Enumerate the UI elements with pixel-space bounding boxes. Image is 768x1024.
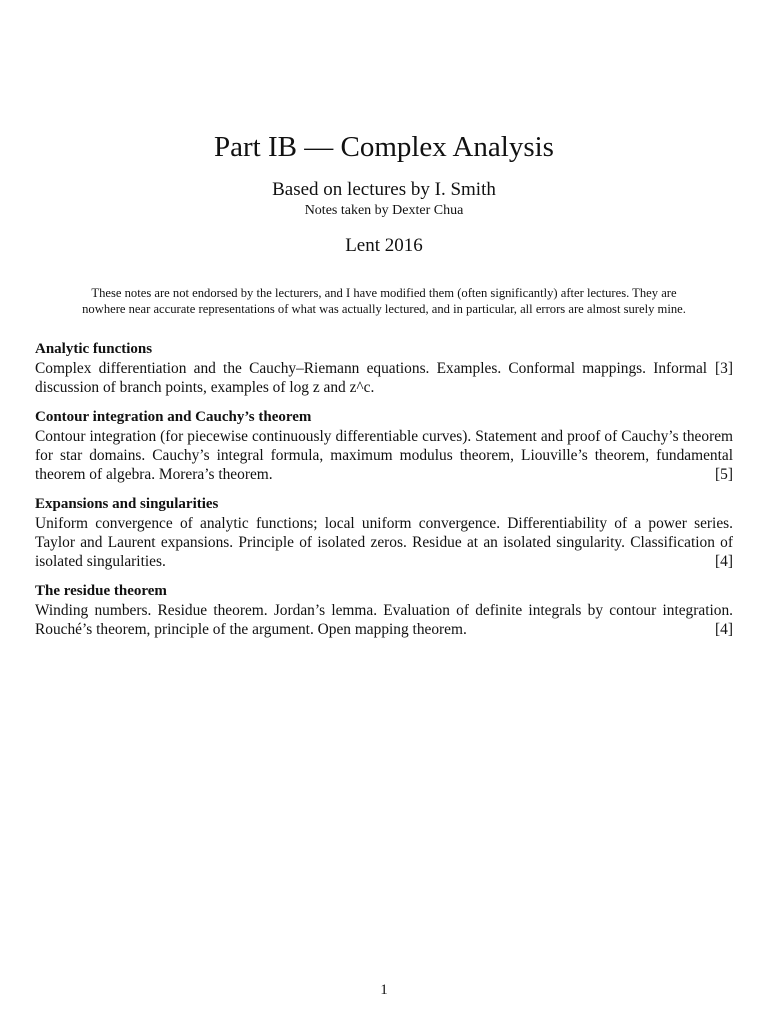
lecture-count: [3]	[715, 360, 733, 377]
document-title: Part IB — Complex Analysis	[214, 131, 554, 163]
section-analytic-functions	[35, 340, 733, 397]
section-expansions-singularities	[35, 495, 733, 571]
page-number: 1	[380, 982, 388, 998]
section-heading: Contour integration and Cauchy’s theorem	[35, 409, 312, 425]
term-line: Lent 2016	[345, 235, 423, 256]
section-heading: Expansions and singularities	[35, 496, 219, 512]
section-text: Winding numbers. Residue theorem. Jordan’s lemma. Evaluation of definite integrals by contour integration. Rouché’s theorem, principle of the argument. Open mapping theorem.	[35, 602, 733, 638]
section-text: Uniform convergence of analytic functions; local uniform convergence. Differentiability of a power series. Taylor and Laurent expansions. Principle of isolated zeros. Residue at an isolated singularity. Classification of isolated singularities.	[35, 515, 733, 570]
lecture-count: [4]	[715, 553, 733, 570]
lecture-count: [4]	[715, 621, 733, 638]
notes-author-line: Notes taken by Dexter Chua	[304, 203, 464, 218]
disclaimer: These notes are not endorsed by the lecturers, and I have modified them (often significantly) after lectures. They are nowhere near accurate representations of what was actually lectured, and in particular, all errors are almost surely mine.	[82, 286, 686, 316]
lecture-count: [5]	[715, 466, 733, 483]
section-body	[35, 359, 733, 397]
section-body	[35, 427, 733, 484]
section-text: Complex differentiation and the Cauchy–Riemann equations. Examples. Conformal mappings. Informal discussion of branch points, examples of log z and z^c.	[35, 360, 708, 396]
section-contour-integration	[35, 408, 733, 484]
section-heading: The residue theorem	[35, 583, 167, 599]
section-body	[35, 514, 733, 571]
lecturer-line: Based on lectures by I. Smith	[272, 179, 496, 200]
syllabus-sections	[35, 340, 733, 650]
section-heading: Analytic functions	[35, 341, 153, 357]
title-block	[0, 128, 768, 258]
section-body	[35, 601, 733, 639]
section-residue-theorem	[35, 582, 733, 639]
section-text: Contour integration (for piecewise continuously differentiable curves). Statement and proof of Cauchy’s theorem for star domains. Cauchy’s integral formula, maximum modulus theorem, Liouville’s theorem, fundamental theorem of algebra. Morera’s theorem.	[35, 428, 733, 483]
